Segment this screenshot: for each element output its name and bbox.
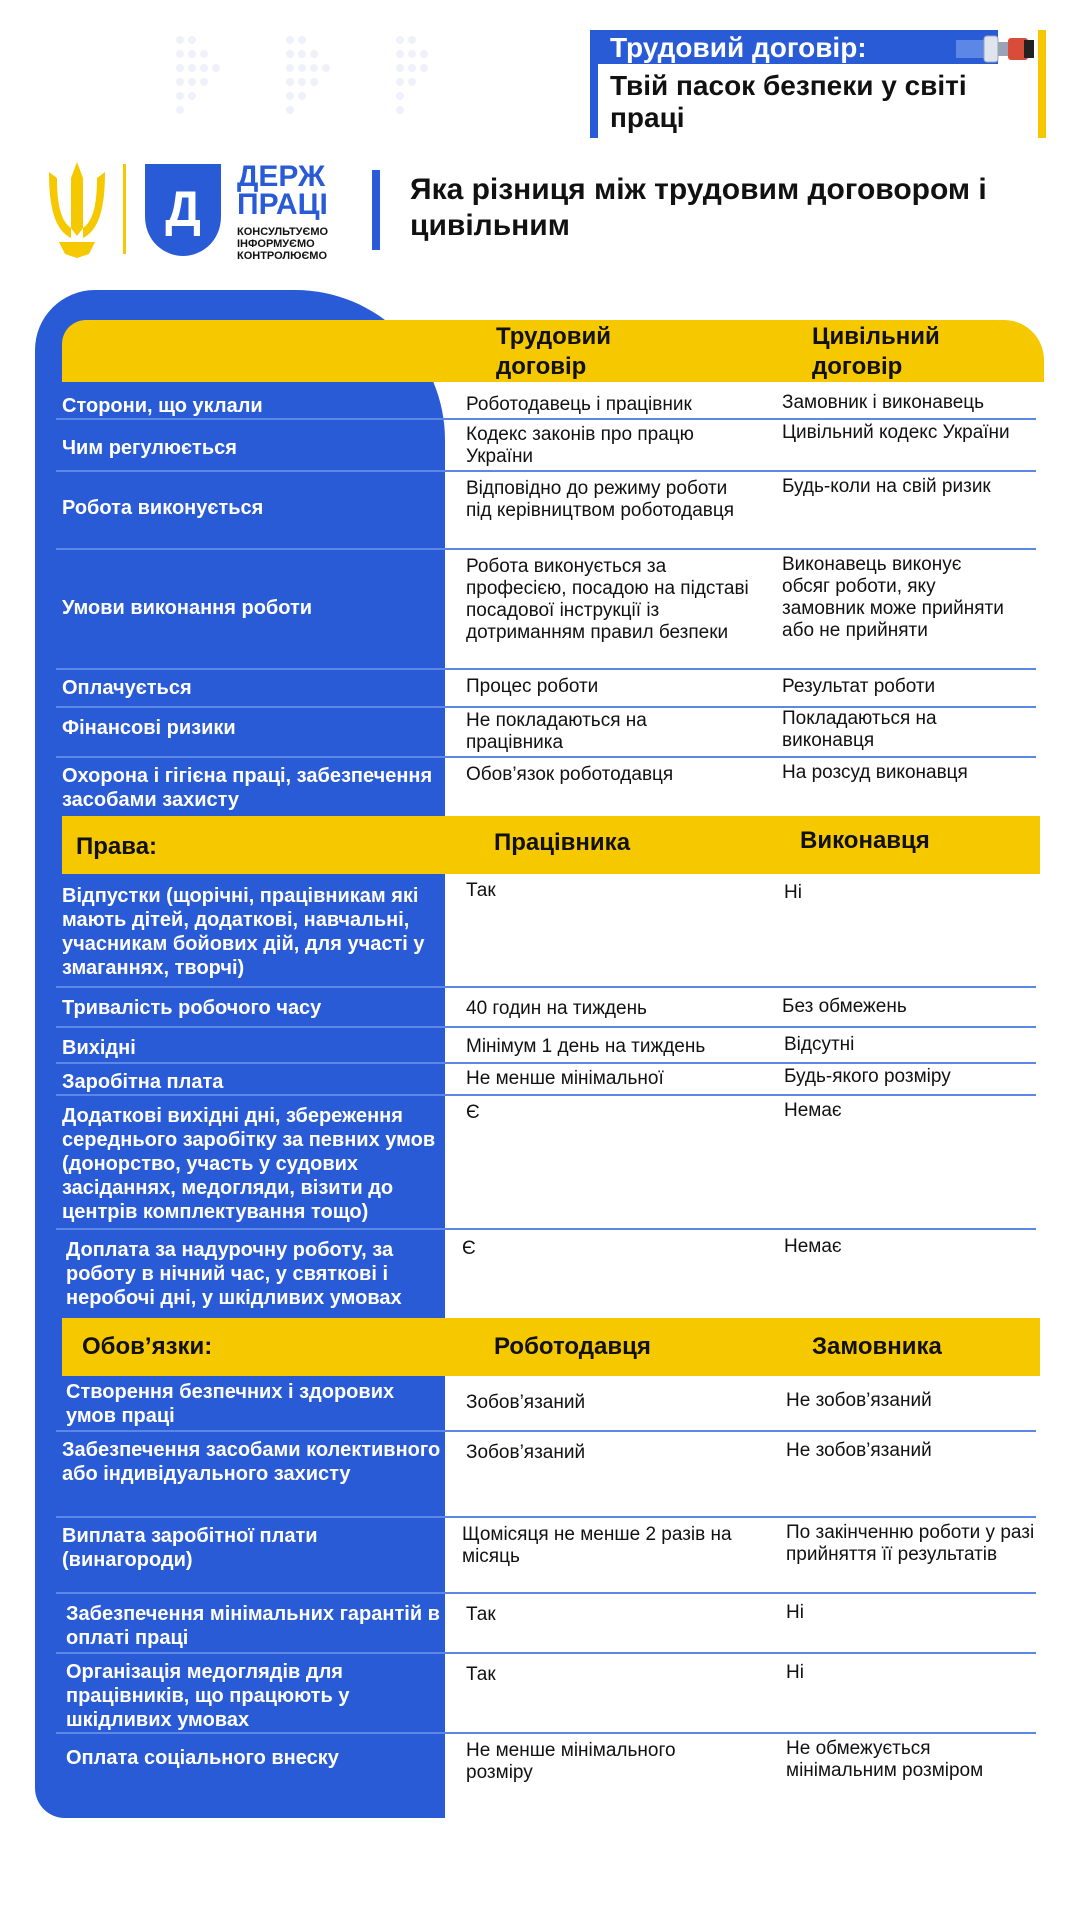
column-header-labor: Трудовий договір — [496, 323, 611, 380]
row-label: Робота виконується — [62, 497, 264, 519]
row-civil-cell: Не зобов’язаний — [786, 1440, 932, 1461]
row-divider-left — [56, 1592, 446, 1594]
row-civil-cell: На розсуд виконавця — [782, 762, 968, 783]
row-divider-left — [56, 470, 446, 472]
row-divider — [446, 1026, 1036, 1028]
row-label: Вихідні — [62, 1037, 136, 1059]
row-label: Чим регулюється — [62, 437, 237, 459]
page-title: Яка різниця між трудовим договором і цивільним — [410, 173, 987, 242]
row-divider-left — [56, 1652, 446, 1654]
shield-emblem-icon — [141, 160, 225, 260]
logo-divider — [123, 164, 126, 254]
seatbelt-buckle-icon — [956, 30, 1036, 70]
row-divider — [446, 668, 1036, 670]
banner-title: Трудовий договір: — [610, 32, 867, 63]
derzhpratsi-logo — [45, 158, 345, 268]
row-labor-cell: Не менше мінімальної — [466, 1068, 664, 1089]
row-labor-cell: Відповідно до режиму роботи під керівництвом роботодавця — [466, 478, 735, 521]
row-label: Відпустки (щорічні, працівникам які мають дітей, додаткові, навчальні, учасникам бойових дій, для участі у змаганнях, творчі) — [62, 885, 425, 979]
row-divider — [446, 1516, 1036, 1518]
section-rights-labor: Працівника — [494, 829, 631, 856]
row-civil-cell: Цивільний кодекс України — [782, 422, 1010, 443]
decorative-dots — [170, 30, 430, 140]
row-divider-left — [56, 1094, 446, 1096]
row-divider — [446, 1652, 1036, 1654]
section-duties-title: Обов’язки: — [82, 1333, 213, 1360]
row-labor-cell: Так — [466, 880, 496, 901]
row-labor-cell: Так — [466, 1664, 496, 1685]
row-label: Умови виконання роботи — [62, 597, 313, 619]
row-divider-left — [56, 706, 446, 708]
row-civil-cell: Без обмежень — [782, 996, 907, 1017]
column-header-civil: Цивільний договір — [812, 323, 940, 380]
row-label: Організація медоглядів для працівників, що працюють у шкідливих умовах — [66, 1661, 350, 1731]
row-divider — [446, 1094, 1036, 1096]
row-divider — [446, 470, 1036, 472]
section-duties-labor: Роботодавця — [494, 1333, 651, 1360]
row-divider — [446, 1228, 1036, 1230]
row-labor-cell: Щомісяця не менше 2 разів на місяць — [462, 1524, 732, 1567]
row-labor-cell: Роботодавець і працівник — [466, 394, 692, 415]
banner-bar-left — [590, 30, 598, 138]
logo-tag-2: ІНФОРМУЄМО — [237, 238, 315, 250]
row-labor-cell: Не менше мінімального розміру — [466, 1740, 676, 1783]
logo-tag-3: КОНТРОЛЮЄМО — [237, 250, 328, 262]
row-labor-cell: Так — [466, 1604, 496, 1625]
row-divider-left — [56, 1228, 446, 1230]
row-civil-cell: Відсутні — [784, 1034, 855, 1055]
row-divider — [446, 986, 1036, 988]
row-labor-cell: 40 годин на тиждень — [466, 998, 647, 1019]
row-divider — [446, 418, 1036, 420]
row-labor-cell: Процес роботи — [466, 676, 599, 697]
row-civil-cell: Не обмежується мінімальним розміром — [786, 1738, 984, 1781]
row-labor-cell: Зобов’язаний — [466, 1392, 586, 1413]
row-labor-cell: Є — [466, 1102, 480, 1123]
emblem-letter: Д — [165, 181, 201, 237]
row-civil-cell: Ні — [786, 1662, 804, 1683]
row-label: Виплата заробітної плати (винагороди) — [62, 1525, 318, 1571]
row-civil-cell: Будь-коли на свій ризик — [782, 476, 991, 497]
row-civil-cell: Немає — [784, 1100, 842, 1121]
row-civil-cell: Виконавець виконує обсяг роботи, яку замовник може прийняти або не прийняти — [782, 554, 1004, 641]
row-divider-left — [56, 1026, 446, 1028]
row-label: Додаткові вихідні дні, збереження середнього заробітку за певних умов (донорство, участь у судових засіданнях, медогляди, візити до центрів комплектування тощо) — [62, 1105, 436, 1223]
row-divider-left — [56, 668, 446, 670]
row-divider-left — [56, 986, 446, 988]
row-civil-cell: Не зобов’язаний — [786, 1390, 932, 1411]
row-divider-left — [56, 548, 446, 550]
section-rights-civil: Виконавця — [800, 827, 930, 854]
row-labor-cell: Зобов’язаний — [466, 1442, 586, 1463]
row-label: Заробітна плата — [62, 1071, 224, 1093]
row-civil-cell: Будь-якого розміру — [784, 1066, 951, 1087]
trident-icon — [45, 158, 109, 262]
row-divider-left — [56, 1062, 446, 1064]
row-label: Оплачується — [62, 677, 192, 699]
row-civil-cell: Замовник і виконавець — [782, 392, 985, 413]
row-civil-cell: Ні — [784, 882, 802, 903]
row-civil-cell: По закінченню роботи у разі прийняття її результатів — [786, 1522, 1035, 1565]
logo-word-derzh: ДЕРЖ — [237, 160, 326, 193]
row-labor-cell: Обов’язок роботодавця — [466, 764, 674, 785]
row-divider — [446, 1592, 1036, 1594]
row-label: Фінансові ризики — [62, 717, 236, 739]
row-divider — [446, 1430, 1036, 1432]
row-label: Створення безпечних і здорових умов праці — [66, 1381, 395, 1427]
section-rights-title: Права: — [76, 833, 158, 860]
row-civil-cell: Покладаються на виконавця — [782, 708, 937, 751]
heading-bar — [372, 170, 380, 250]
row-labor-cell: Є — [462, 1238, 476, 1259]
row-civil-cell: Немає — [784, 1236, 842, 1257]
row-label: Охорона і гігієна праці, забезпечення засобами захисту — [62, 765, 433, 811]
row-divider-left — [56, 1430, 446, 1432]
row-label: Тривалість робочого часу — [62, 997, 322, 1019]
section-duties-civil: Замовника — [812, 1333, 942, 1360]
row-labor-cell: Не покладаються на працівника — [466, 710, 647, 753]
row-divider — [446, 756, 1036, 758]
banner-bar-right — [1038, 30, 1046, 138]
row-civil-cell: Результат роботи — [782, 676, 936, 697]
row-divider-left — [56, 756, 446, 758]
row-label: Сторони, що уклали — [62, 395, 263, 417]
row-labor-cell: Кодекс законів про працю України — [466, 424, 694, 467]
row-divider-left — [56, 1732, 446, 1734]
row-civil-cell: Ні — [786, 1602, 804, 1623]
logo-word-pratsi: ПРАЦІ — [237, 188, 328, 221]
row-divider-left — [56, 418, 446, 420]
row-divider — [446, 548, 1036, 550]
banner — [590, 30, 1046, 138]
row-label: Доплата за надурочну роботу, за роботу в нічний час, у святкові і неробочі дні, у шкідливих умовах — [66, 1239, 402, 1309]
row-label: Забезпечення засобами колективного або індивідуального захисту — [62, 1439, 441, 1485]
banner-subtitle: Твій пасок безпеки у світі праці — [610, 70, 967, 133]
logo-tag-1: КОНСУЛЬТУЄМО — [237, 226, 329, 238]
row-label: Забезпечення мінімальних гарантій в оплаті праці — [66, 1603, 440, 1649]
row-divider — [446, 1062, 1036, 1064]
row-labor-cell: Робота виконується за професією, посадою на підставі посадової інструкції із дотриманням правил безпеки — [466, 556, 749, 643]
row-labor-cell: Мінімум 1 день на тиждень — [466, 1036, 706, 1057]
row-divider-left — [56, 1516, 446, 1518]
row-label: Оплата соціального внеску — [66, 1747, 339, 1769]
row-divider — [446, 1732, 1036, 1734]
